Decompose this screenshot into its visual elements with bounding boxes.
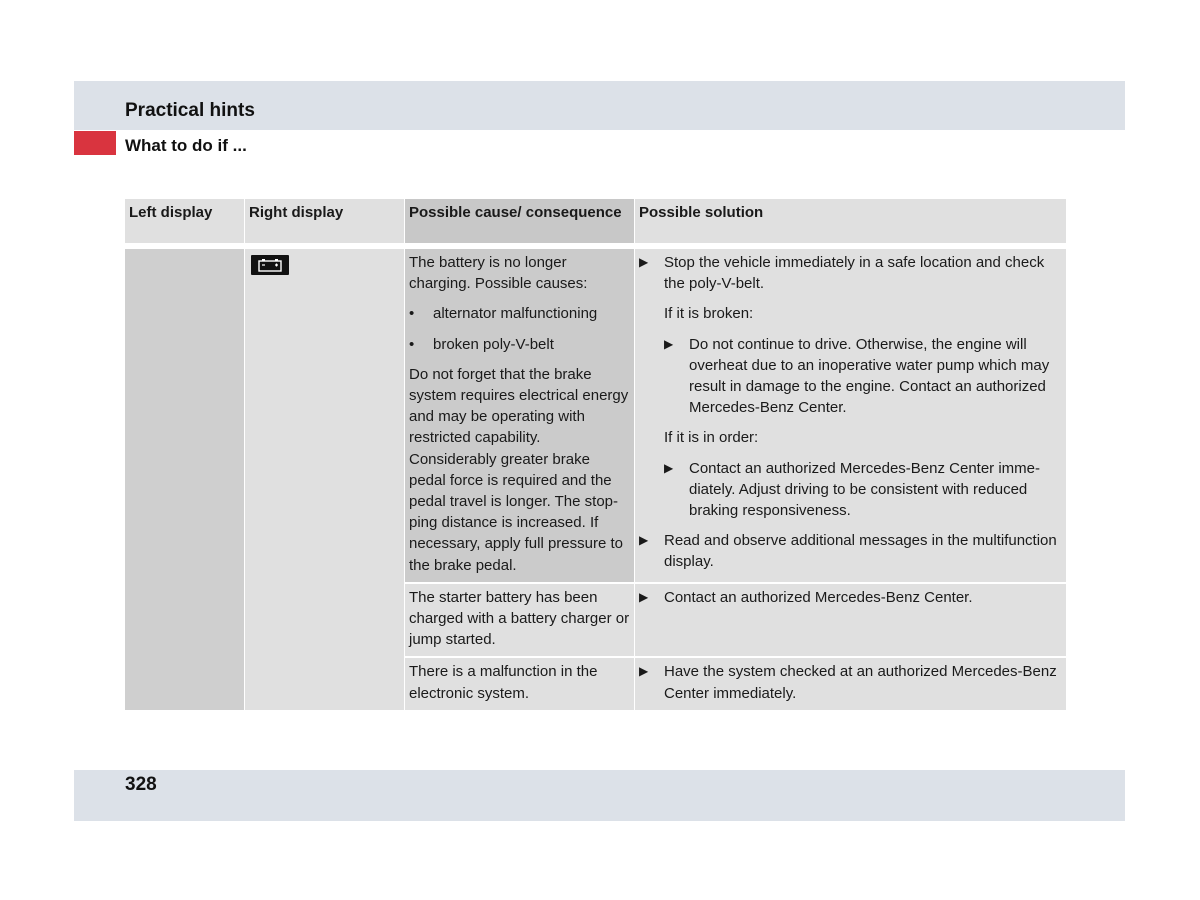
solution-condition: If it is broken: bbox=[664, 305, 754, 323]
cause-note: Do not forget that the brake system requires electrical energy and may be operating with restricted capability. Considerably greater brake pedal force is required and the pedal travel is longer. The stop-ping distance is increased. If necessary, apply full pressure to the brake pedal. bbox=[409, 365, 629, 574]
header-solution: Possible solution bbox=[635, 199, 1066, 243]
arrow-right-icon: ▶ bbox=[664, 336, 674, 351]
hints-table bbox=[125, 199, 1066, 710]
solution-cell-1 bbox=[635, 249, 1066, 582]
solution-cell-2 bbox=[635, 584, 1066, 657]
solution-step: ▶ Have the system checked at an authorized Mercedes-Benz Center immediately. bbox=[639, 661, 1062, 703]
header-right-display: Right display bbox=[245, 199, 404, 243]
cause-cell-3: There is a malfunction in the electronic system. bbox=[405, 658, 634, 709]
solution-step: ▶ Stop the vehicle immediately in a safe location and check the poly-V-belt. bbox=[639, 252, 1062, 294]
cause-intro: The battery is no longer charging. Possible causes: bbox=[409, 254, 588, 293]
list-item: • broken poly-V-belt bbox=[409, 335, 554, 353]
right-display-cell bbox=[245, 249, 404, 710]
battery-icon bbox=[251, 255, 289, 275]
solution-condition: If it is in order: bbox=[664, 429, 759, 447]
list-item: • alternator malfunctioning bbox=[409, 305, 598, 323]
left-display-cell bbox=[125, 249, 244, 710]
solution-step: ▶ Do not continue to drive. Otherwise, the engine will overheat due to an inoperative water pump which may result in damage to the engine. Contact an authorized Mercedes-Benz Center. bbox=[639, 334, 1062, 419]
arrow-right-icon: ▶ bbox=[639, 255, 649, 269]
solution-step: ▶ Read and observe additional messages in the multifunction display. bbox=[639, 530, 1062, 572]
arrow-right-icon: ▶ bbox=[639, 664, 649, 679]
section-marker bbox=[74, 131, 116, 155]
subsection-title: What to do if ... bbox=[125, 136, 247, 155]
header-cause: Possible cause/ consequence bbox=[405, 199, 634, 243]
cause-cell-2: The starter battery has been charged with a battery charger or jump started. bbox=[405, 584, 634, 657]
page-number: 328 bbox=[125, 774, 157, 795]
footer-band bbox=[74, 770, 1125, 821]
solution-step: ▶ Contact an authorized Mercedes-Benz Center. bbox=[639, 587, 1062, 608]
arrow-right-icon: ▶ bbox=[639, 533, 649, 548]
section-title: Practical hints bbox=[125, 100, 255, 121]
cause-cell-1 bbox=[405, 249, 634, 582]
header-left-display: Left display bbox=[125, 199, 244, 243]
arrow-right-icon: ▶ bbox=[639, 589, 649, 604]
arrow-right-icon: ▶ bbox=[664, 460, 674, 475]
solution-step: ▶ Contact an authorized Mercedes-Benz Center imme-diately. Adjust driving to be consistent with reduced braking responsiveness. bbox=[639, 458, 1062, 522]
solution-cell-3 bbox=[635, 658, 1066, 709]
